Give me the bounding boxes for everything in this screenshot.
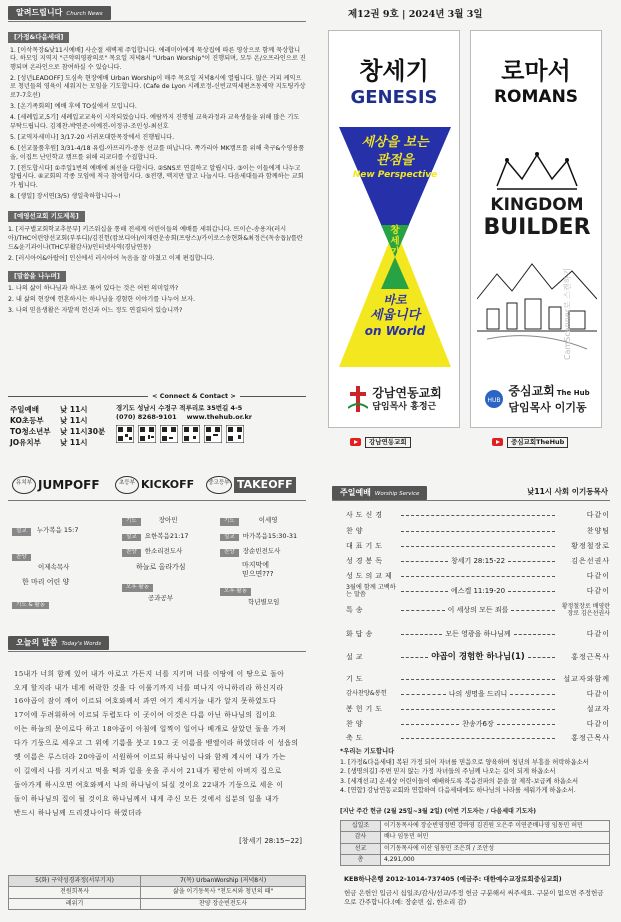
- news-item: 1. [이삭목장&낮11시예배] 사순절 새벽제 주입합니다. 에레미아에게 묵상집에 따른 영상으로 함께 묵상합니다. 하모잉 지역지 "근약의영광의로" 목요일 저녁8시 "Urban Worship"이 진행되며, 모두 온/오프라인으로 진행되며 온라인으로 참여하실 수 있습니다.: [10, 46, 306, 71]
- worship-row: [346, 652, 610, 664]
- sharing-item: 2. 내 삶의 현장에 헌혼하시는 하나님을 경험한 이야기를 나누어 보자.: [8, 296, 195, 304]
- qr-code-icon[interactable]: [116, 425, 134, 443]
- news-item: 6. [선교물품후원] 3/31-4/18 유럽-아프리카-중동 선교를 떠납니다. 쪽가리아 MK캠프를 위해 축구&수영용품을, 이집트 난민학교 캠프를 위해 리코더를 수집합니다.: [10, 144, 305, 161]
- worship-row: [346, 527, 610, 537]
- genesis-church-name: 강남연동교회: [372, 385, 442, 400]
- worship-row-item: 찬양: [346, 720, 366, 728]
- worship-row-item: 성도의교제: [346, 572, 395, 580]
- weekly-schedule-table: [8, 875, 306, 910]
- worship-row-title: 창세기 28:15-22: [450, 557, 506, 565]
- issue-info: 제12권 9호 | 2024년 3월 3일: [348, 9, 483, 20]
- qr-code-icon[interactable]: [204, 425, 222, 443]
- romans-cover: [470, 30, 602, 428]
- offering-names: 4,291,000: [381, 854, 610, 865]
- city-landscape-illustration: [477, 259, 597, 359]
- worship-row-person: 홍정근목사: [571, 653, 610, 662]
- worship-row-person: 김은선권사: [571, 557, 610, 565]
- worship-row-item: 봉헌기도: [346, 705, 386, 713]
- youtube-icon: [350, 438, 361, 446]
- worship-row: [346, 705, 610, 715]
- news-sub-sharing: [말씀을 나누며]: [8, 271, 66, 282]
- offering-type: 선교: [341, 843, 381, 854]
- worship-row-item: 감사찬양&봉헌: [346, 690, 387, 698]
- worship-row-title: 에스겔 11:19-20: [450, 586, 506, 595]
- worship-row-item: 설교: [346, 653, 366, 662]
- issue-volume: 제12권 9호: [348, 9, 399, 20]
- scripture-line: 15내가 너희 함께 있어 내가 아로고 가든지 너를 지키며 너를 이땅에 이 땅으로 돌아: [14, 669, 285, 678]
- prayer-item: 3. [세계선교] 온세상 어린이들이 예배하도록 복음전파의 문을 잘 제작-보급케 하옵소서: [340, 777, 579, 785]
- romans-builder: BUILDER: [483, 215, 591, 240]
- news-list: [8, 47, 306, 202]
- weekly-head-1: 5(화) 구약성경과정(서부기지): [9, 876, 141, 887]
- worship-row-person: 다같이: [586, 572, 610, 580]
- worship-row-item: 축도: [346, 734, 366, 742]
- offering-row: [341, 854, 610, 865]
- scripture-line: 옛 이름은 루스더라 20야곱이 서원하여 이르되 하나님이 나와 함께 계시어 내가 가는: [14, 753, 287, 762]
- bank-account: KEB하나은행 2012-1014-737405 (예금주: 대한예수교장로회중심교회): [344, 875, 562, 883]
- worship-row: [346, 734, 610, 744]
- worship-row-item: 특송: [346, 605, 366, 614]
- qr-row: [116, 425, 306, 443]
- worship-time: 낮11시 사회 이기동목사: [527, 487, 608, 496]
- prayer-item: 1. [가정&다음세대] 복된 가정 되어 자녀를 믿음으로 양육하며 청년의 부흥을 허락하옵소서: [340, 758, 589, 766]
- church-cross-logo-icon: [348, 386, 368, 412]
- scripture-line: 돌이 하나님의 집이 될 것이요 하나님께서 내게 주신 모든 것에서 십분의 일을 내가: [14, 794, 280, 803]
- mission-item: 2. [러시아어&아랍어] 인신에서 러시아어 녹음을 잘 마쳤고 이제 편집합니다.: [8, 254, 215, 262]
- mission-list: [8, 226, 306, 263]
- weekly-cell-2: 삶을 이기동목사 "천도씨와 청년의 때": [141, 887, 306, 898]
- worship-row-person: 다같이: [586, 511, 610, 519]
- qr-code-icon[interactable]: [182, 425, 200, 443]
- kids-jung-col: 기도 이세영 설교 마가복음15:30-31 찬양 장순빈전도사 마지막에 믿으면??? 오후 활동 학년별모임: [220, 516, 306, 607]
- genesis-top-text: 세상을 보는 관점을 New Perspective: [352, 135, 438, 181]
- worship-header: 주일예배 Worship Service: [332, 486, 427, 500]
- worship-row-person: 다같이: [586, 720, 610, 728]
- genesis-pastor: 담임목사 홍정근: [372, 402, 437, 413]
- worship-row-item: 화답송: [346, 630, 376, 638]
- genesis-youtube-link[interactable]: [350, 437, 411, 448]
- worship-row-person: 황정철장로: [571, 542, 610, 550]
- scripture-line: 이는 하늘의 문이로다 하고 18야곱이 아침에 일찍이 일어나 베개로 삼았던 돌을 가져: [14, 725, 287, 734]
- contact-section: [8, 392, 306, 458]
- news-sub-mission: [예영선교회 기도제목]: [8, 211, 85, 222]
- genesis-title-en: GENESIS: [350, 87, 438, 109]
- qr-code-icon[interactable]: [226, 425, 244, 443]
- worship-row-title: 이 세상의 모든 죄를: [447, 605, 509, 614]
- scripture-line: 다가 기둥으로 세우고 그 위에 기름을 붓고 19그 곳 이름을 벧엘이라 하였더라 이 성읍의: [14, 739, 299, 748]
- romans-youtube-label: 중심교회TheHub: [507, 437, 568, 448]
- news-sub-family: [가정&다음세대]: [8, 32, 69, 43]
- genesis-cover: [328, 30, 460, 428]
- offering-row: [341, 832, 610, 843]
- today-word-section: [8, 636, 306, 856]
- prayer-header: *우리는 기도합니다: [340, 748, 395, 755]
- worship-row-item: 찬양: [346, 527, 366, 535]
- worship-row: [346, 572, 610, 582]
- worship-row: [346, 604, 610, 617]
- worship-row-person: 다같이: [586, 586, 610, 595]
- worship-row-person: 설교자와함께: [563, 675, 610, 683]
- weekly-head-2: 7(목) UrbanWorship (저녁8시): [141, 876, 306, 887]
- worship-header-row: [332, 486, 610, 500]
- scripture-line: 16야곱이 잠이 깨어 이르되 여호와께서 과연 여기 계시거늘 내가 알지 못하였도다: [14, 697, 277, 706]
- romans-title-en: ROMANS: [493, 87, 579, 108]
- contact-address: 경기도 성남시 수정구 적루리로 35번길 4-5: [116, 404, 243, 412]
- news-item: 4. [세례입교,5기] 세례입교교육이 시작되었습니다. 예람까지 진행될 교육과정과 교육생들을 위해 많은 기도 부탁드립니다. 김재찬-박연준-이예진-이정규-조민성-최선호: [10, 114, 300, 130]
- scripture-line: 이 길에서 나를 지키시고 먹을 떡과 입을 옷을 주시어 21내가 평안히 아버지 집으로: [14, 767, 282, 776]
- romans-youtube-link[interactable]: [492, 437, 568, 448]
- today-word-header: 오늘의 말씀 Today's Words: [8, 636, 109, 650]
- kids-section: [8, 476, 306, 626]
- romans-kingdom: KINGDOM: [490, 195, 584, 215]
- prayer-section: [340, 748, 612, 795]
- mission-item: 1. [지구별교회학교추문부] 키즈워십을 통해 전세계 어린이들의 예배를 세워갑니다. 뜨이슨-송용자(러시아)/THC어린양선교회(부루디)/김진헌(캄보디아)/이재련운송회(프랑스)/카이로스송현화&최정은(독송돕)/를란드&윤기과이나(THC부활감사)/인터넷사역(경남연동): [8, 226, 303, 251]
- the-hub-logo-icon: [484, 389, 504, 409]
- offering-row: [341, 821, 610, 832]
- weekly-cell-4: 찬양 장순빈전도사: [141, 898, 306, 909]
- worship-row-item: 3월에 함께 고백하는 말씀: [346, 584, 396, 598]
- news-header: 알려드립니다 Church News: [8, 6, 111, 20]
- offering-table: [340, 820, 610, 866]
- contact-phone: (070) 8268-9101: [116, 412, 177, 421]
- prayer-item: 2. [생명의길] 주변 믿지 않는 가정 자녀들의 주님께 나오는 길이 되게 하옵소서: [340, 768, 556, 776]
- scanner-watermark: CamScanner로 스캔하기: [563, 267, 572, 360]
- schedule-item: TO청소년부 낮 11시30분: [10, 426, 106, 436]
- crown-icon: [492, 151, 582, 191]
- worship-row-person: 다같이: [586, 690, 610, 698]
- contact-web[interactable]: www.thehub.or.kr: [186, 412, 252, 421]
- contact-header: < Connect & Contact >: [148, 392, 240, 401]
- news-item: 7. [전도합시다] ①주일1번의 예배에 최선을 다합시다. ②SNS로 연결하고 알립시다. ③이는 이들에게 나누고 알립시다. ④교회의 각종 모임에 적극 참여합시다. ⑤전행, 맥지만 말고 나눕시다. 다음세대들과 함께하는 교회가 됩니다.: [10, 164, 304, 189]
- genesis-church-block: [329, 379, 460, 419]
- youtube-icon: [492, 438, 503, 446]
- romans-church-block: [471, 379, 602, 419]
- worship-row-person: 다같이: [586, 630, 610, 638]
- romans-church-name: 중심교회: [508, 384, 555, 399]
- worship-row: [346, 630, 610, 640]
- worship-row: [346, 557, 610, 567]
- news-item: 3. [온기족회의] 예배 후에 TO실에서 모입니다.: [10, 103, 137, 111]
- kids-cho-header: 초등부 KICKOFF: [115, 476, 194, 494]
- genesis-title-ko: 창세기: [359, 57, 429, 85]
- worship-row-person: 찬양팀: [586, 527, 610, 535]
- worship-row-title: 모든 영광을 하나님께: [445, 630, 511, 638]
- worship-row-title: 찬송가6장: [462, 720, 494, 728]
- worship-row: [346, 675, 610, 685]
- finance-title: [지난 주간 헌금 (2월 25일~3월 2일) (이번 기도자는 / 다음세대 기도자): [340, 808, 537, 815]
- romans-pastor: 담임목사 이기동: [508, 400, 587, 414]
- worship-row-title: 야곱이 경험한 하나님(1): [431, 652, 525, 662]
- scripture-line: 반드시 하나님께 드리겠나이다 하였더라: [14, 808, 143, 817]
- offering-names: 이기동목사에 장순빈영정변 강바영 김진원 오은주 이연준배나영 임동민 허민: [381, 821, 610, 832]
- scripture-text: [8, 668, 306, 821]
- svg-text:HUB: HUB: [487, 397, 501, 404]
- worship-row-person: 설교자: [586, 705, 610, 713]
- worship-row-person: 홍정근목사: [571, 734, 610, 742]
- romans-title-ko: 로마서: [501, 57, 571, 85]
- kids-yu-col: 설교 누가복음 15:7 찬양 이제속목사 한 마리 어린 양 기도 & 활동: [12, 526, 108, 609]
- offering-names: 배나 임동민 허민: [381, 832, 610, 843]
- worship-row-item: 사도신경: [346, 511, 386, 519]
- genesis-bottom-text: 바로 세웁니다 on World: [364, 293, 426, 339]
- weekly-cell-1: 전원희목사: [9, 887, 141, 898]
- prayer-item: 4. [연합] 강남연동교회와 연합하여 다음세대에도 하나님의 나라를 세워가게 하옵소서.: [340, 787, 576, 794]
- offering-names: 이기동목사에 이산 임동민 조은희 / 조안성: [381, 843, 610, 854]
- qr-code-icon[interactable]: [160, 425, 178, 443]
- offering-type: 총: [341, 854, 381, 865]
- schedule-list: [10, 405, 105, 449]
- weekly-cell-3: 레위기: [9, 898, 141, 909]
- kids-cho-col: 기도 장아민 설교 요한복음21:17 찬양 한소리전도사 하늘로 올라가심 오후 활동 공과공부: [122, 516, 212, 603]
- sharing-list: [8, 285, 306, 316]
- issue-date: 2024년 3월 3일: [408, 9, 483, 20]
- worship-row-title: 나의 생명을 드리니: [448, 690, 508, 698]
- news-section: [8, 6, 306, 401]
- news-item: 5. [교역자세미나] 3/17-20 서귀포대한목장에서 진행됩니다.: [10, 133, 175, 141]
- worship-row: [346, 720, 610, 730]
- worship-row-item: 성경봉독: [346, 557, 386, 565]
- worship-row: [346, 585, 610, 599]
- offering-row: [341, 843, 610, 854]
- scripture-line: 돌아가게 하시오면 여호와께서 나의 하나님이 되실 것이요 22내가 기둥으로 세운 이: [14, 780, 284, 789]
- worship-row-item: 대표기도: [346, 542, 386, 550]
- worship-row: [346, 542, 610, 552]
- kids-yu-header: 유치부 JUMPOFF: [12, 476, 100, 494]
- news-item: 2. [성년LEADOFF] 도심속 현장에배 Urban Worship이 매주 목요일 저녁8시에 열립니다. 많은 커피 케익으로 청년들의 영육이 세워지는 모임을 기도합니다. (Cafe de Lyon 시례로정-신빈교역세편츠동제약 지도팅카상로7-7호선): [10, 74, 306, 99]
- kids-jung-header: 중고등부 TAKEOFF: [206, 476, 296, 494]
- schedule-item: JO유치부 낮 11시: [10, 437, 88, 447]
- offering-note: 헌금 은헌인 입금시 십일조/감사/선교/주정 헌금 구분해서 써주세요. 구분이 없으면 주정헌금으로 간주합니다.(예: 장순빈 십, 한소리 감): [344, 889, 604, 907]
- schedule-item: KO초등부 낮 11시: [10, 415, 88, 425]
- offering-type: 감사: [341, 832, 381, 843]
- worship-row-person: 황정철장로 배영란장로 김은선권사: [561, 603, 610, 617]
- schedule-item: 주일예배 낮 11시: [10, 405, 88, 414]
- romans-church-en: The Hub: [556, 389, 590, 398]
- news-item: 8. [생일] 장서연(3/5) 생일축하합니다~!: [10, 192, 121, 200]
- offering-type: 십일조: [341, 821, 381, 832]
- scripture-line: 17이에 두려워하여 이르되 두렵도다 이 곳이여 이것은 다름 아닌 하나님의 집이요: [14, 711, 277, 720]
- scripture-line: 오게 할지라 내가 네게 허락한 것을 다 이룰기까지 너를 떠나지 아니하리라 하신지라: [14, 683, 284, 692]
- qr-code-icon[interactable]: [138, 425, 156, 443]
- genesis-mid-text: 창 세 기: [390, 225, 400, 258]
- genesis-youtube-label: 강남연동교회: [365, 437, 411, 448]
- sharing-item: 3. 나의 믿음생활은 자발적 헌신과 어느 정도 연결되어 있습니까?: [8, 307, 183, 315]
- worship-row: [346, 511, 610, 521]
- worship-row: [346, 690, 610, 700]
- sharing-item: 1. 나의 삶이 하나님과 하나로 묶여 있다는 것은 어떤 의미일까?: [8, 285, 179, 293]
- scripture-reference: [창세기 28:15~22]: [239, 837, 302, 845]
- worship-row-item: 기도: [346, 675, 366, 683]
